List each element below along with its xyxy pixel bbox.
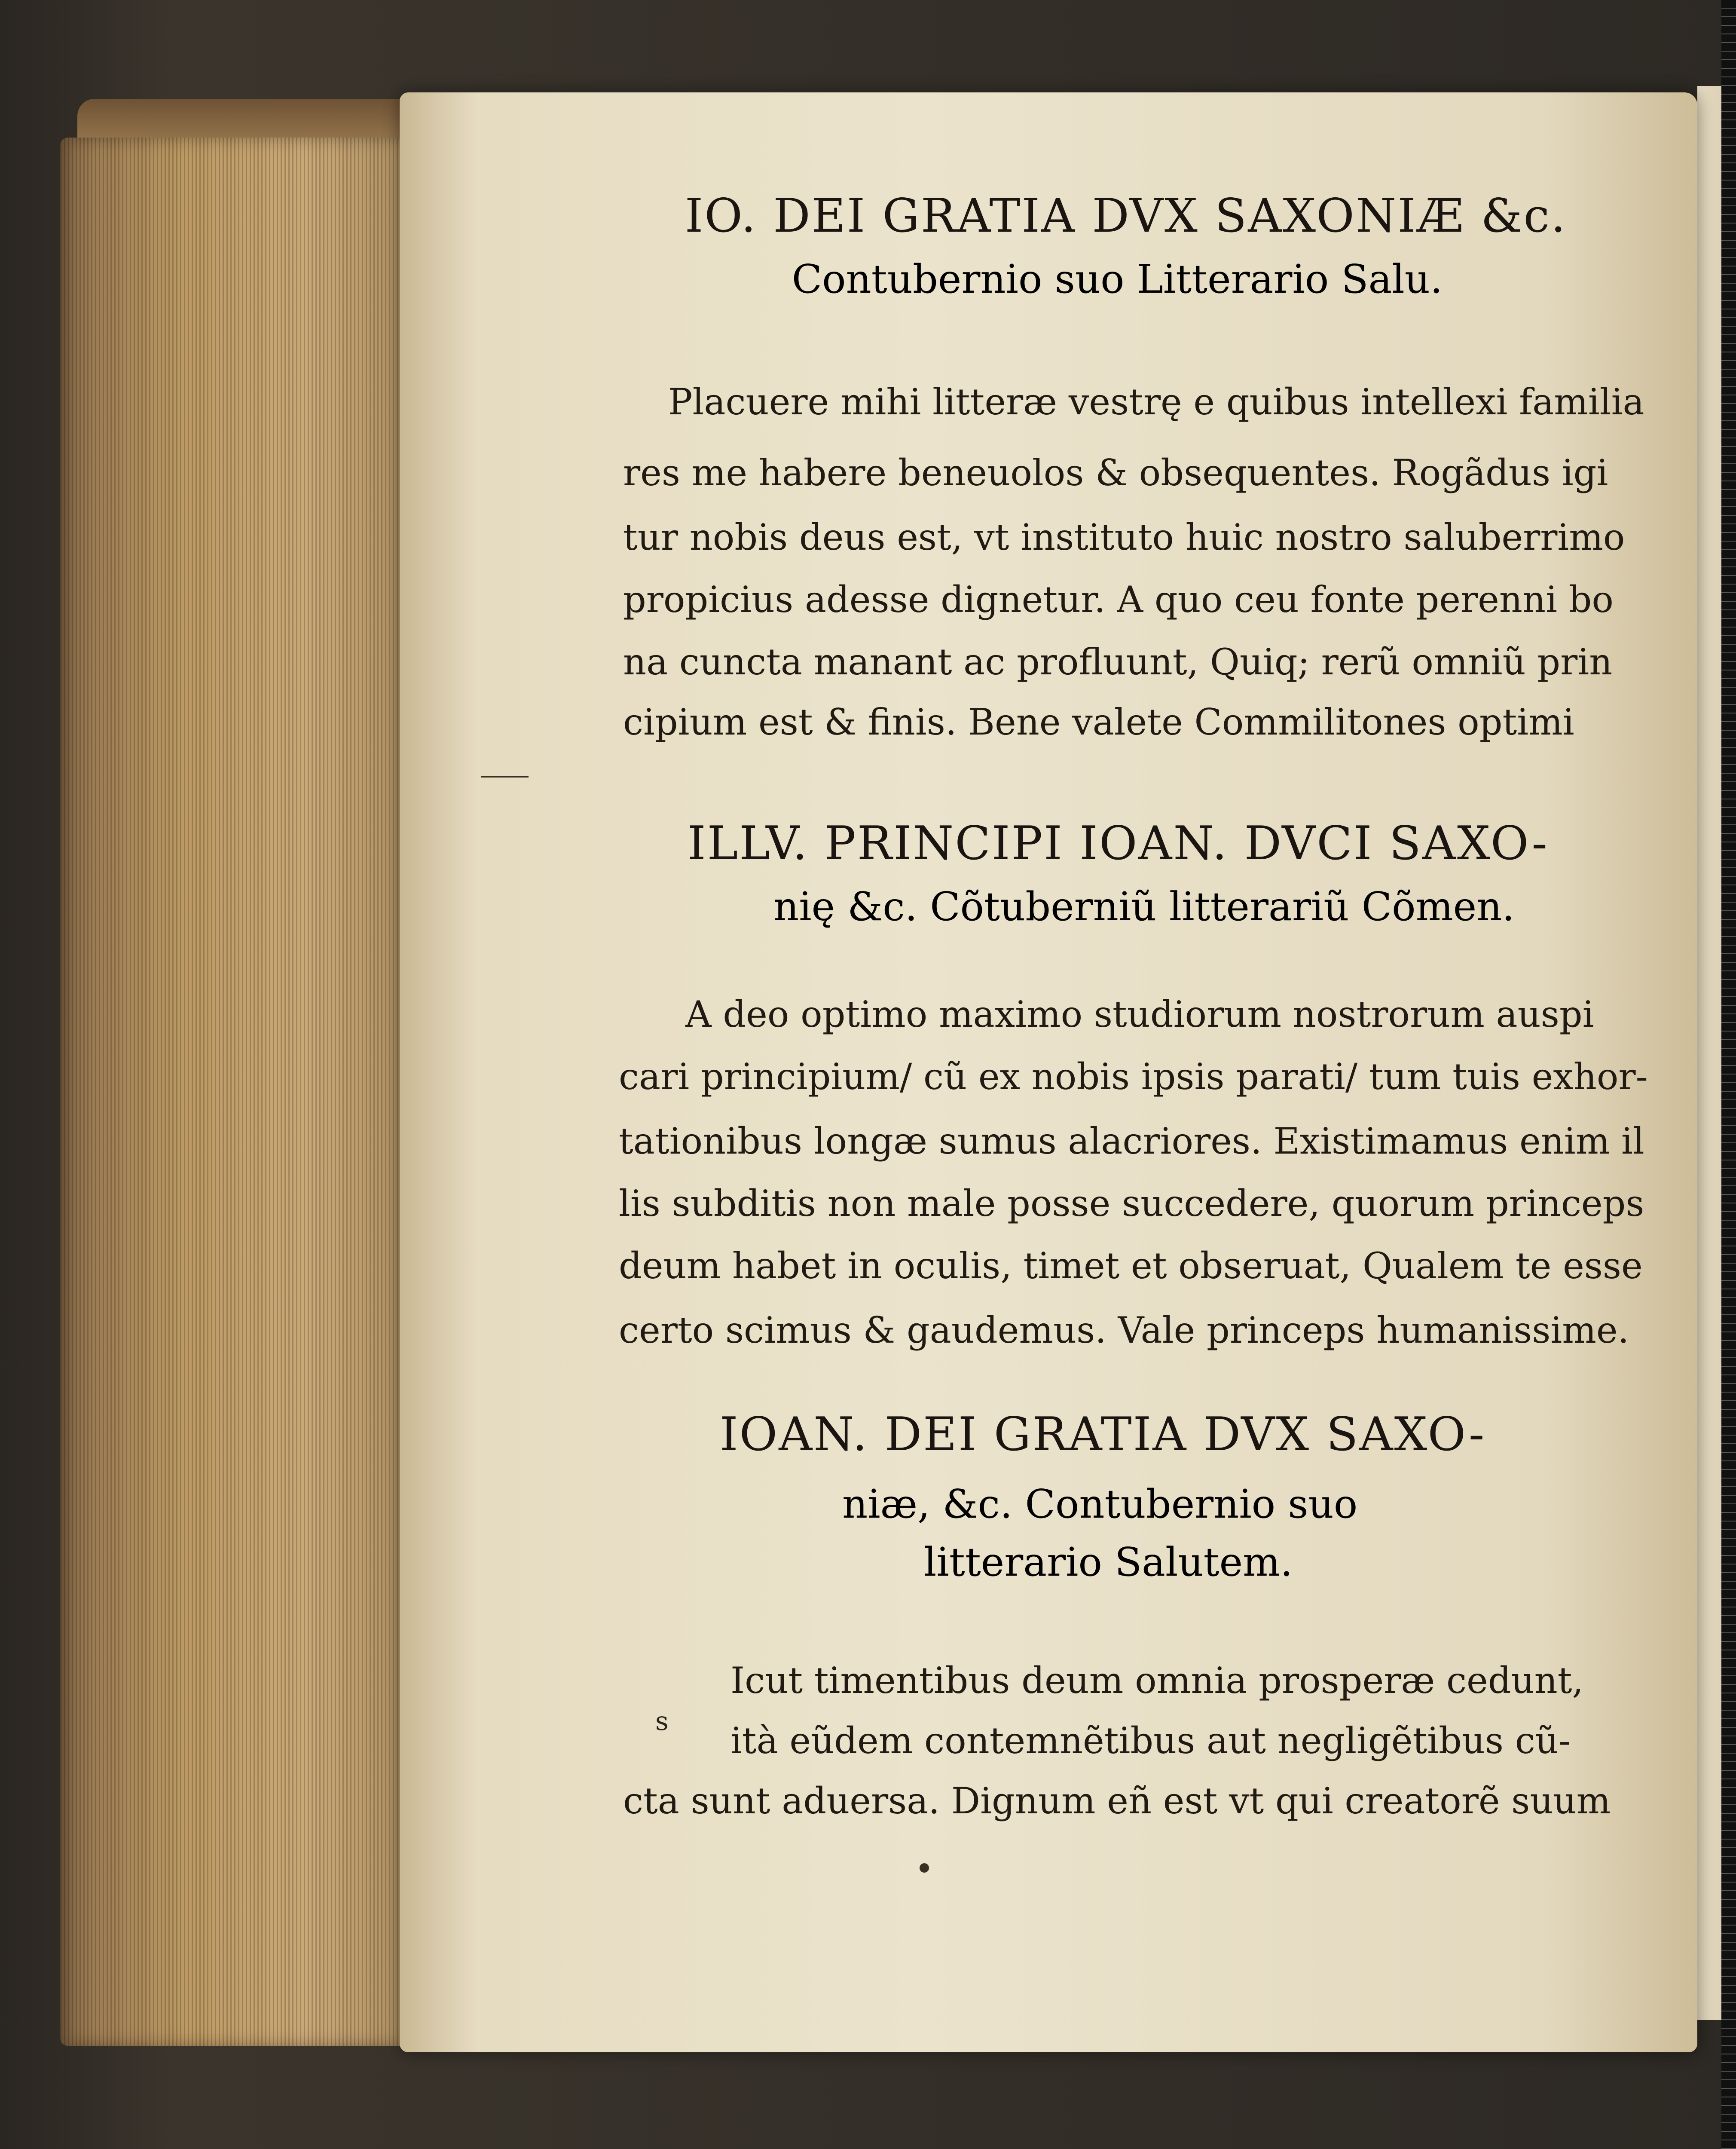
heading-3-line-1: IOAN. DEI GRATIA DVX SAXO- [720,1408,1486,1461]
heading-2-line-2: nię &c. Cõtuberniũ litterariũ Cõmen. [773,884,1515,930]
para-3-line-2: ità eũdem contemnẽtibus aut negligẽtibus cũ- [730,1720,1571,1762]
para-2-line-6: certo scimus & gaudemus. Vale princeps humanissime. [619,1309,1629,1351]
para-2-line-1: A deo optimo maximo studiorum nostrorum auspi [685,993,1594,1035]
para-2-line-3: tationibus longæ sumus alacriores. Existimamus enim il [619,1120,1644,1162]
heading-3-line-2: niæ, &c. Contubernio suo [842,1481,1358,1527]
para-1-line-2: res me habere beneuolos & obsequentes. Rogãdus igi [623,452,1608,494]
para-2-line-5: deum habet in oculis, timet et obseruat, Qualem te esse [619,1245,1643,1287]
book-fore-edge [60,138,413,2046]
margin-letter: s [655,1706,669,1736]
para-1-line-5: na cuncta manant ac profluunt, Quiq; rerũ omniũ prin [623,641,1613,683]
heading-1-line-1: IO. DEI GRATIA DVX SAXONIÆ &c. [685,189,1567,243]
para-1-line-6: cipium est & finis. Bene valete Commilitones optimi [623,701,1574,743]
heading-1-line-2: Contubernio suo Litterario Salu. [792,256,1443,302]
heading-3-line-3: litterario Salutem. [924,1539,1293,1585]
heading-2-line-1: ILLV. PRINCIPI IOAN. DVCI SAXO- [688,817,1549,870]
scale-ruler [1721,0,1736,2149]
para-3-line-1: Icut timentibus deum omnia prosperæ cedunt, [730,1659,1584,1702]
para-2-line-2: cari principium/ cũ ex nobis ipsis parati/ tum tuis exhor- [619,1056,1648,1098]
para-2-line-4: lis subditis non male posse succedere, quorum princeps [619,1182,1644,1225]
para-1-line-1: Placuere mihi litteræ vestrę e quibus intellexi familia [668,381,1644,423]
para-3-line-3: cta sunt aduersa. Dignum eñ est vt qui creatorẽ suum [623,1780,1611,1822]
margin-mark [481,776,529,778]
para-1-line-3: tur nobis deus est, vt instituto huic nostro saluberrimo [623,516,1625,558]
ink-dot [920,1863,929,1873]
para-1-line-4: propicius adesse dignetur. A quo ceu fonte perenni bo [623,579,1614,621]
